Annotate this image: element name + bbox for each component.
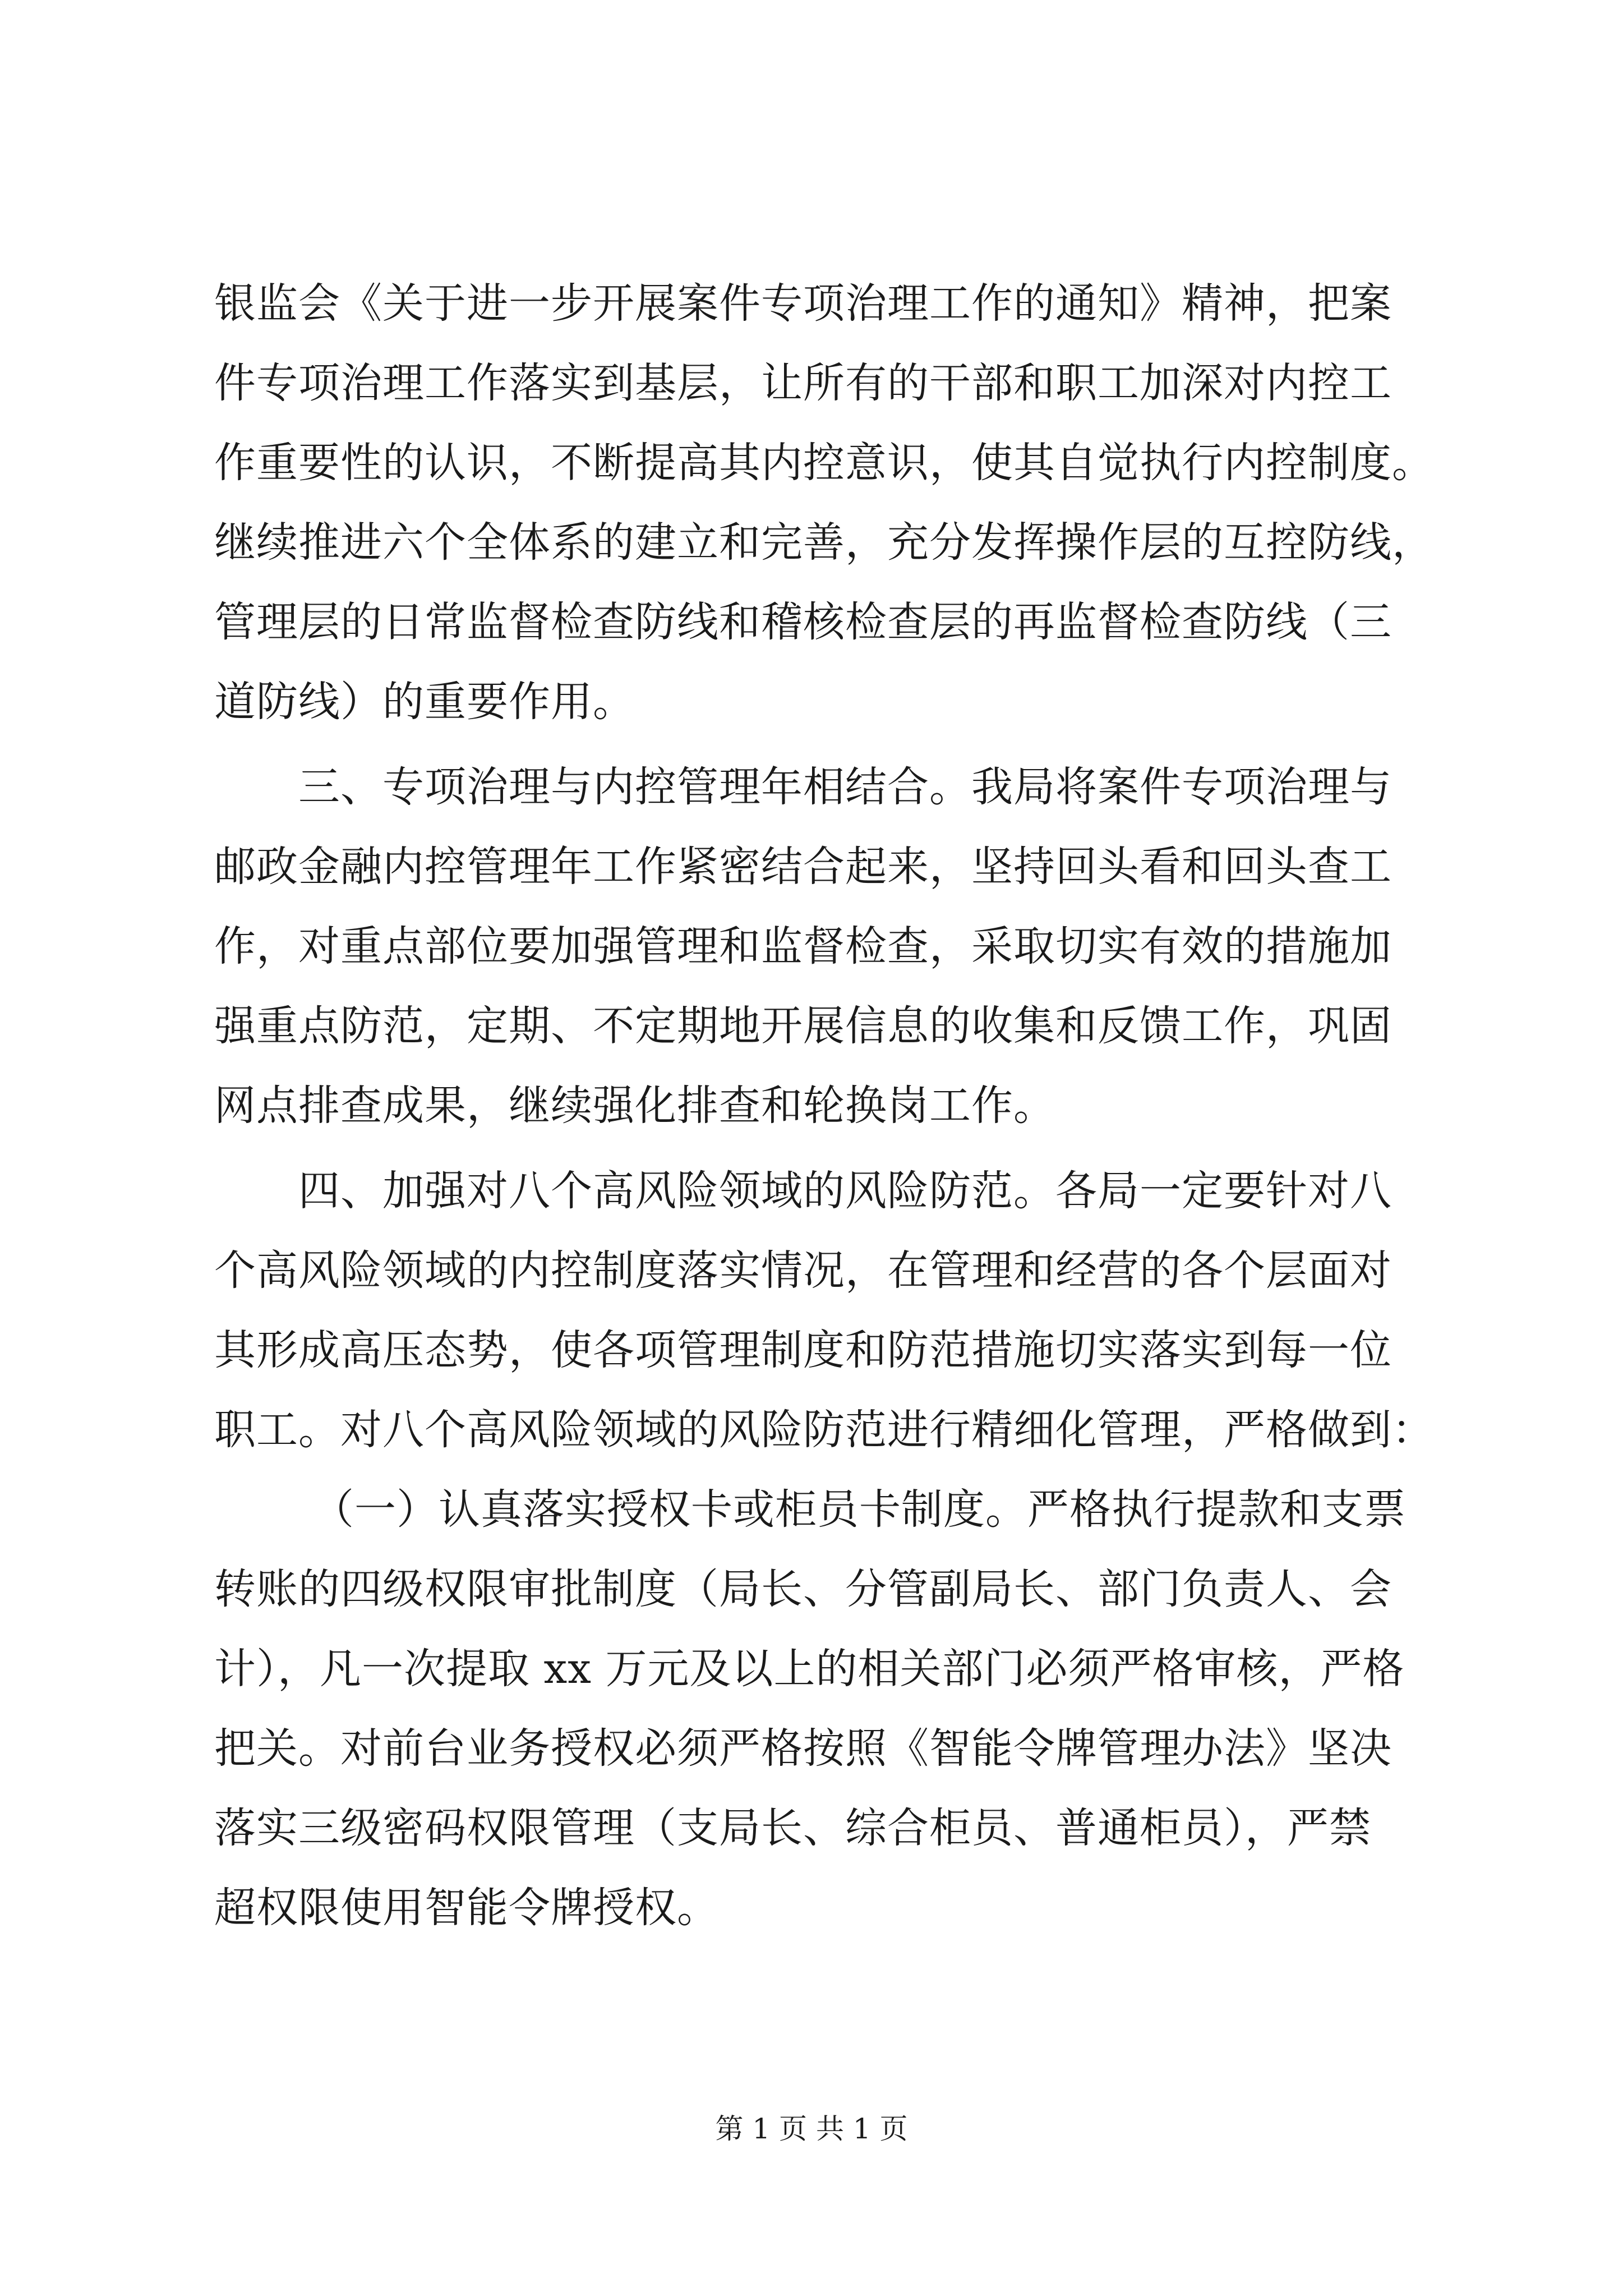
- text-line: 计），凡一次提取 xx 万元及以上的相关部门必须严格审核，严格: [214, 1645, 1405, 1693]
- paragraph: [214, 1470, 1414, 1948]
- text-line: 作重要性的认识，不断提高其内控意识，使其自觉执行内控制度。: [214, 439, 1434, 487]
- document-body: [214, 264, 1434, 1948]
- paragraph: [214, 747, 1414, 1145]
- text-line: 落实三级密码权限管理（支局长、综合柜员、普通柜员），严禁: [214, 1804, 1371, 1852]
- page-number-footer: 第 1 页 共 1 页: [715, 2113, 908, 2145]
- text-line: 道防线）的重要作用。: [214, 678, 635, 726]
- text-line: 强重点防范，定期、不定期地开展信息的收集和反馈工作，巩固: [214, 1002, 1392, 1050]
- text-line: （一）认真落实授权卡或柜员卡制度。严格执行提款和支票: [312, 1485, 1406, 1534]
- text-line: 四、加强对八个高风险领域的风险防范。各局一定要针对八: [298, 1167, 1392, 1215]
- text-line: 邮政金融内控管理年工作紧密结合起来，坚持回头看和回头查工: [214, 843, 1392, 891]
- text-line: 转账的四级权限审批制度（局长、分管副局长、部门负责人、会: [214, 1565, 1392, 1613]
- text-line: 银监会《关于进一步开展案件专项治理工作的通知》精神，把案: [214, 279, 1392, 328]
- paragraph: [214, 264, 1434, 742]
- text-line: 网点排查成果，继续强化排查和轮换岗工作。: [214, 1082, 1055, 1130]
- text-line: 其形成高压态势，使各项管理制度和防范措施切实落实到每一位: [214, 1326, 1392, 1374]
- text-line: 继续推进六个全体系的建立和完善，充分发挥操作层的互控防线，: [214, 518, 1434, 567]
- text-line: 个高风险领域的内控制度落实情况，在管理和经营的各个层面对: [214, 1246, 1392, 1295]
- text-line: 超权限使用智能令牌授权。: [214, 1884, 719, 1932]
- text-line: 作，对重点部位要加强管理和监督检查，采取切实有效的措施加: [214, 922, 1392, 970]
- text-line: 件专项治理工作落实到基层，让所有的干部和职工加深对内控工: [214, 359, 1392, 407]
- text-line: 管理层的日常监督检查防线和稽核检查层的再监督检查防线（三: [214, 598, 1392, 646]
- text-line: 职工。对八个高风险领域的风险防范进行精细化管理，严格做到：: [214, 1406, 1434, 1454]
- text-line: 三、专项治理与内控管理年相结合。我局将案件专项治理与: [298, 763, 1392, 811]
- text-line: 把关。对前台业务授权必须严格按照《智能令牌管理办法》坚决: [214, 1724, 1392, 1773]
- paragraph: [214, 1151, 1434, 1470]
